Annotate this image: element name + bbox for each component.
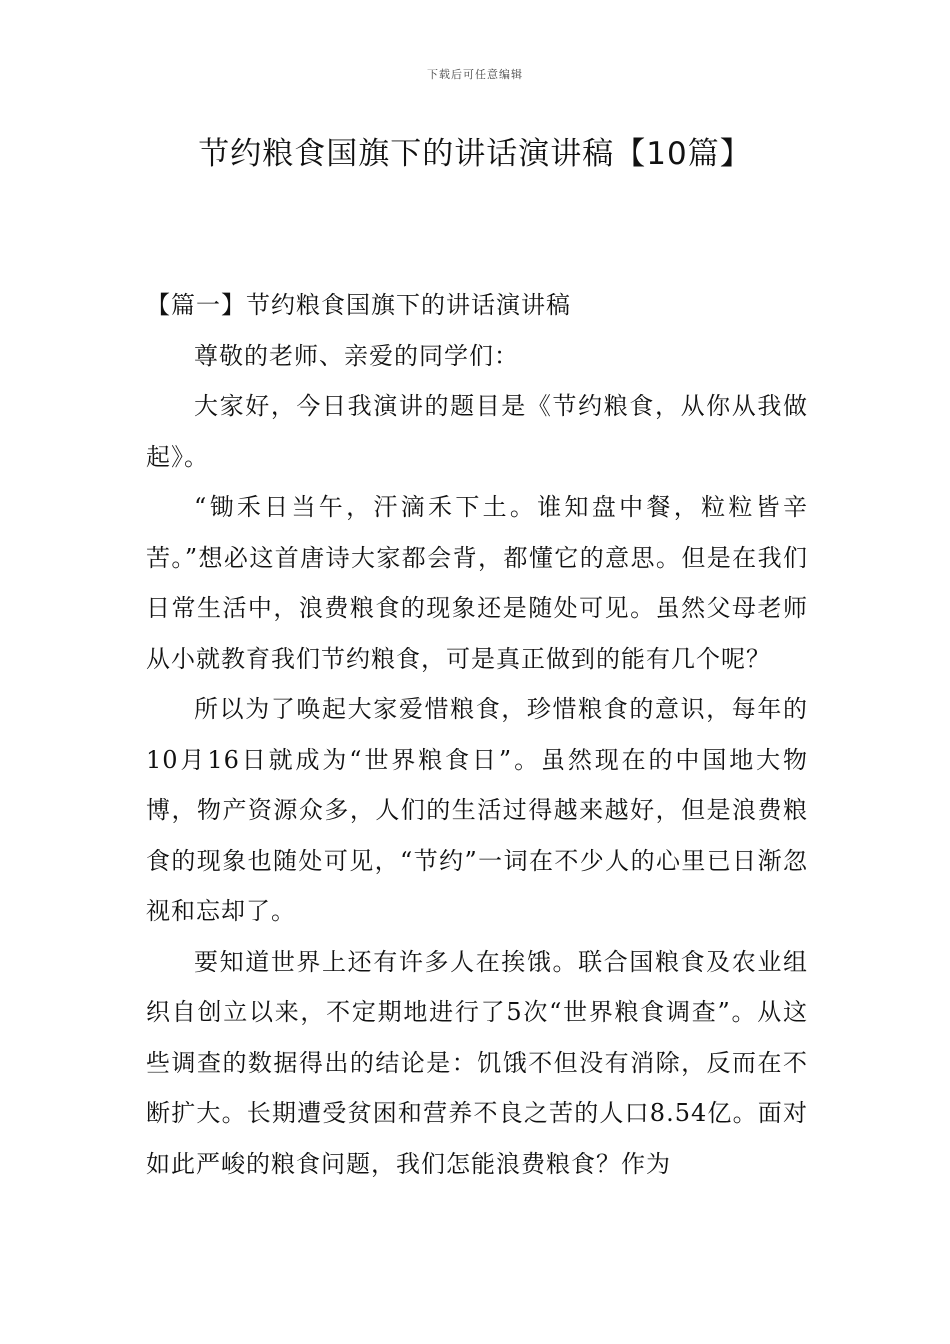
section-heading: 【篇一】节约粮食国旗下的讲话演讲稿 <box>146 291 571 319</box>
salutation: 尊敬的老师、亲爱的同学们： <box>194 341 519 370</box>
document-title: 节约粮食国旗下的讲话演讲稿【10篇】 <box>198 136 752 172</box>
paragraph-3: 所以为了唤起大家爱惜粮食，珍惜粮食的意识，每年的10月16日就成为“世界粮食日”。虽然现在的中国地大物博，物产资源众多，人们的生活过得越来越好，但是浪费粮食的现象也随处可见，“节约”一词在不少人的心里已日渐忽视和忘却了。 <box>146 695 808 925</box>
document-body <box>146 280 808 1189</box>
header-note: 下载后可任意编辑 <box>427 68 523 81</box>
paragraph-2: “锄禾日当午，汗滴禾下土。谁知盘中餐，粒粒皆辛苦。”想必这首唐诗大家都会背，都懂它的意思。但是在我们日常生活中，浪费粮食的现象还是随处可见。虽然父母老师从小就教育我们节约粮食，可是真正做到的能有几个呢？ <box>146 493 808 673</box>
paragraph-1: 大家好，今日我演讲的题目是《节约粮食，从你从我做起》。 <box>146 392 808 471</box>
paragraph-4: 要知道世界上还有许多人在挨饿。联合国粮食及农业组织自创立以来，不定期地进行了5次“世界粮食调查”。从这些调查的数据得出的结论是：饥饿不但没有消除，反而在不断扩大。长期遭受贫困和营养不良之苦的人口8.54亿。面对如此严峻的粮食问题，我们怎能浪费粮食？作为 <box>146 947 808 1178</box>
